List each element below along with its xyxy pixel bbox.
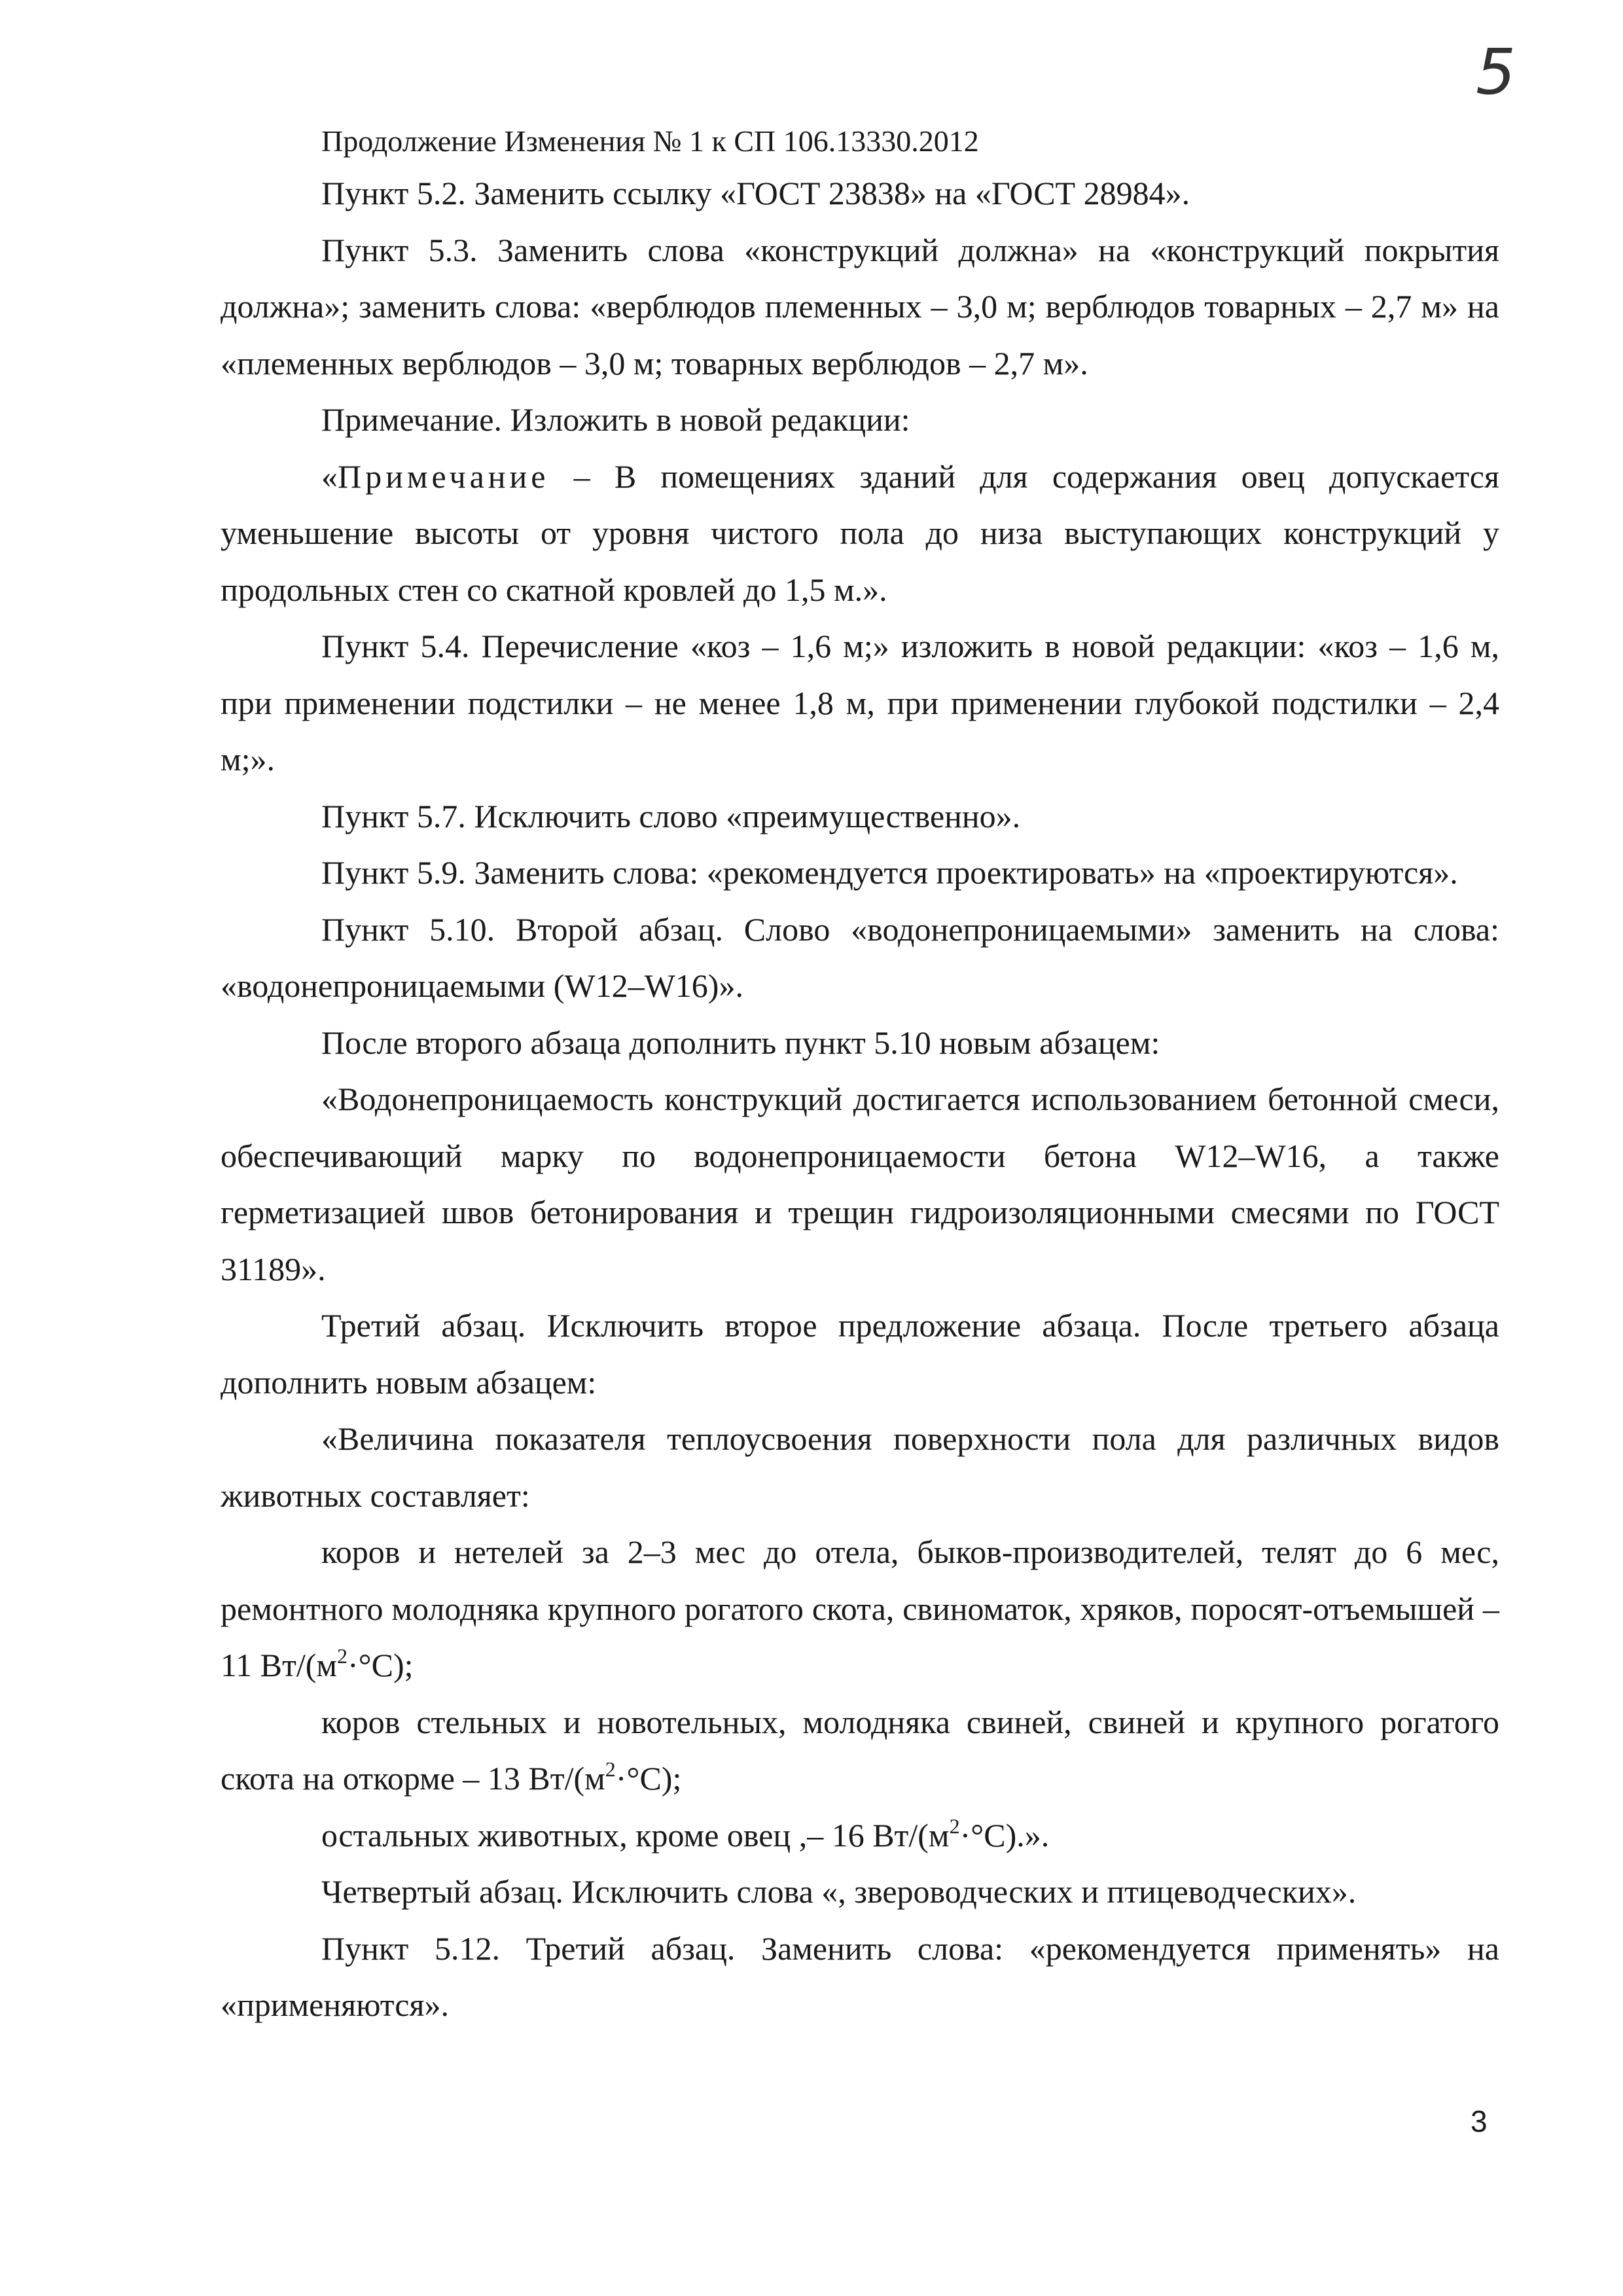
- paragraph-item-5-9: Пункт 5.9. Заменить слова: «рекомендуется проектировать» на «проектируются».: [321, 854, 1458, 891]
- paragraph-note-heading: Примечание. Изложить в новой редакции:: [321, 401, 910, 438]
- cows-13-tail: ·°С);: [615, 1760, 682, 1797]
- cows-11-text: коров и нетелей за 2–3 мес до отела, быков-производителей, телят до 6 мес, ремонтного молодняка крупного рогатого скота, свиноматок, хряков, поросят-отъемышей – 11 Вт/(м: [221, 1534, 1499, 1683]
- paragraph-third-abzac: Третий абзац. Исключить второе предложение абзаца. После третьего абзаца дополнить новым абзацем:: [221, 1307, 1499, 1401]
- paragraph-item-5-12: Пункт 5.12. Третий абзац. Заменить слова: «рекомендуется применять» на «применяются».: [221, 1929, 1499, 2023]
- cows-13-text: коров стельных и новотельных, молодняка свиней, свиней и крупного рогатого скота на откорме – 13 Вт/(м: [221, 1703, 1499, 1797]
- paragraph-cows-11: [221, 1524, 1499, 1694]
- superscript-2: 2: [337, 1644, 348, 1668]
- paragraph-item-5-2: Пункт 5.2. Заменить ссылку «ГОСТ 23838» на «ГОСТ 28984».: [321, 175, 1190, 211]
- paragraph-heat-absorption: «Величина показателя теплоусвоения поверхности пола для различных видов животных составляет:: [221, 1420, 1499, 1514]
- others-16-text: остальных животных, кроме овец ,– 16 Вт/(м: [321, 1816, 950, 1854]
- paragraph-item-5-4: Пункт 5.4. Перечисление «коз – 1,6 м;» изложить в новой редакции: «коз – 1,6 м, при применении подстилки – не менее 1,8 м, при применении глубокой подстилки – 2,4 м;».: [221, 628, 1499, 778]
- document-body: [221, 165, 1499, 2034]
- paragraph-item-5-7: Пункт 5.7. Исключить слово «преимущественно».: [321, 797, 1021, 834]
- paragraph-item-5-10: Пункт 5.10. Второй абзац. Слово «водонепроницаемыми» заменить на слова: «водонепроницаемыми (W12–W16)».: [221, 910, 1499, 1004]
- note-open-quote: «: [321, 457, 338, 495]
- paragraph-cows-13: [221, 1694, 1499, 1807]
- others-16-tail: ·°С).».: [959, 1816, 1050, 1854]
- paragraph-note-text: [221, 448, 1499, 619]
- paragraph-others-16: [221, 1807, 1499, 1864]
- note-body: – В помещениях зданий для содержания овец допускается уменьшение высоты от уровня чистого пола до низа выступающих конструкций у продольных стен со скатной кровлей до 1,5 м.».: [221, 457, 1499, 608]
- superscript-2: 2: [949, 1814, 960, 1838]
- page-header: Продолжение Изменения № 1 к СП 106.13330.2012: [321, 124, 979, 158]
- paragraph-item-5-10-add: После второго абзаца дополнить пункт 5.10 новым абзацем:: [321, 1024, 1160, 1061]
- paragraph-item-5-3: Пункт 5.3. Заменить слова «конструкций должна» на «конструкций покрытия должна»; заменить слова: «верблюдов племенных – 3,0 м; верблюдов товарных – 2,7 м» на «племенных верблюдов – 3,0 м; товарных верблюдов – 2,7 м».: [221, 231, 1499, 382]
- paragraph-waterproof: «Водонепроницаемость конструкций достигается использованием бетонной смеси, обеспечивающий марку по водонепроницаемости бетона W12–W16, а также герметизацией швов бетонирования и трещин гидроизоляционными смесями по ГОСТ 31189».: [221, 1081, 1499, 1287]
- handwritten-page-mark: 5: [1476, 35, 1516, 109]
- cows-11-tail: ·°С);: [348, 1647, 414, 1683]
- superscript-2: 2: [605, 1757, 616, 1781]
- note-label: Примечание: [338, 457, 550, 495]
- paragraph-fourth-abzac: Четвертый абзац. Исключить слова «, звероводческих и птицеводческих».: [321, 1873, 1357, 1910]
- page-number: 3: [1471, 2104, 1488, 2138]
